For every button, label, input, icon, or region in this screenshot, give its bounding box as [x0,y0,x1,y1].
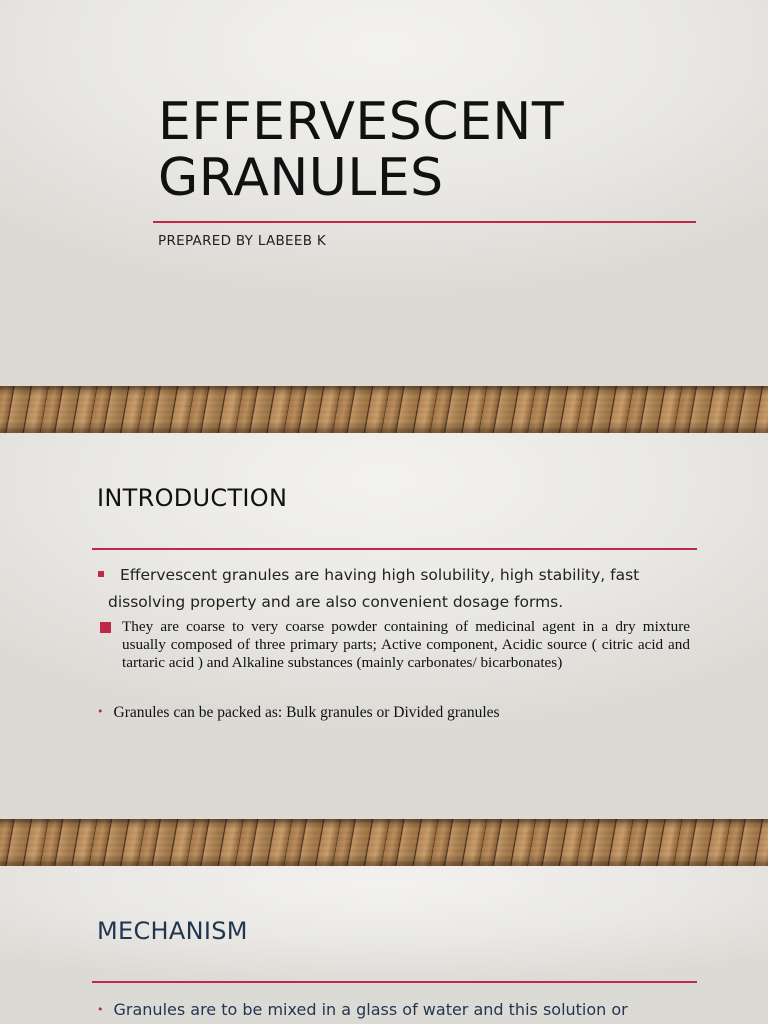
heading-divider [92,548,697,550]
title-divider [153,221,696,223]
bullet-dot: • [97,705,104,718]
title-slide [0,0,768,386]
heading-divider [92,981,697,983]
bullet-marker [100,622,111,633]
wood-floor-separator [0,819,768,866]
slide-heading: MECHANISM [97,917,248,945]
wood-floor-separator [0,386,768,433]
slide-title [158,94,564,206]
title-line-1: EFFERVESCENT [158,92,565,152]
bullet-item [98,618,690,672]
bullet-text: They are coarse to very coarse powder containing of medicinal agent in a dry mixture usually composed of three primary parts; Active component, Acidic source ( citric acid and tartaric acid ) and Alkaline substances (mainly carbonates/ bicarbonates) [122,618,690,671]
bullet-item [98,562,698,616]
bullet-item [97,704,500,722]
bullet-text-continued: dissolving property and are also convenient dosage forms. [108,593,564,611]
slide-subtitle: PREPARED BY LABEEB K [158,233,327,249]
bullet-dot: • [97,1003,104,1016]
slide-heading: INTRODUCTION [97,484,288,512]
bullet-text: Granules can be packed as: Bulk granules or Divided granules [113,704,500,721]
title-line-2: GRANULES [158,148,444,208]
bullet-text: Effervescent granules are having high solubility, high stability, fast [120,566,640,584]
bullet-marker [98,571,104,577]
bullet-item [97,1000,628,1019]
bullet-text: Granules are to be mixed in a glass of water and this solution or [113,1000,628,1019]
